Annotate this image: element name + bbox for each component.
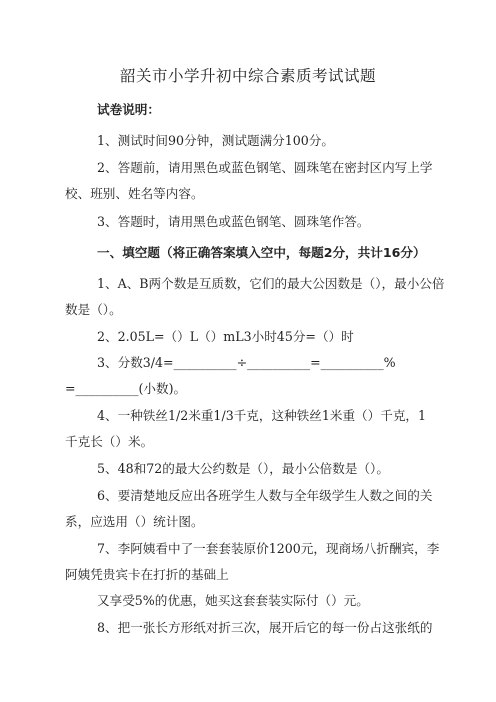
- question-line: 又享受5%的优惠，她买这套套装实际付（）元。: [97, 593, 369, 608]
- question-line: 6、要清楚地反应出各班学生人数与全年级学生人数之间的关: [97, 488, 433, 503]
- instruction-line: 3、答题时，请用黑色或蓝色钢笔、圆珠笔作答。: [97, 214, 370, 229]
- question-line: 8、把一张长方形纸对折三次，展开后它的每一份占这张纸的: [97, 620, 433, 635]
- question-line: 7、李阿姨看中了一套套装原价1200元，现商场八折酬宾，李: [97, 541, 440, 556]
- question-line: 阿姨凭贵宾卡在打折的基础上: [65, 567, 229, 582]
- question-line: 千克长（）米。: [65, 434, 154, 449]
- page-title: 韶关市小学升初中综合素质考试试题: [119, 67, 376, 85]
- instructions-heading: 试卷说明：: [97, 102, 160, 117]
- instruction-line: 校、班别、姓名等内容。: [65, 186, 204, 201]
- question-line: =__________(小数)。: [65, 381, 187, 396]
- section-heading: 一、填空题（将正确答案填入空中，每题2分，共计16分）: [97, 245, 426, 260]
- question-line: 1、A、B两个数是互质数，它们的最大公因数是（），最小公倍: [97, 276, 445, 291]
- question-line: 数是（）。: [65, 302, 122, 317]
- question-line: 系，应选用（）统计图。: [65, 514, 204, 529]
- question-line: 3、分数3/4=__________÷__________=__________%: [97, 355, 396, 370]
- instruction-line: 1、测试时间90分钟，测试题满分100分。: [97, 133, 334, 148]
- question-line: 4、一种铁丝1/2米重1/3千克，这种铁丝1米重（）千克，1: [97, 408, 427, 423]
- question-line: 5、48和72的最大公约数是（），最小公倍数是（）。: [97, 461, 389, 476]
- question-line: 2、2.05L=（）L（）mL3小时45分=（）时: [97, 329, 354, 344]
- instruction-line: 2、答题前，请用黑色或蓝色钢笔、圆珠笔在密封区内写上学: [97, 160, 433, 175]
